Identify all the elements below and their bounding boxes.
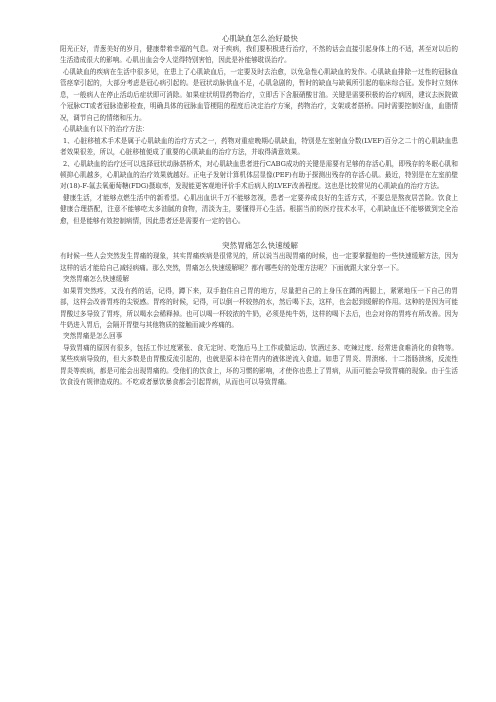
- section2-subheading: 突然胃痛怎么快速缓解: [63, 275, 129, 284]
- section1-paragraph: 心肌缺血的疾病在生活中很多见，在患上了心肌缺血后，一定要及时去治愈，以免急性心肌缺血的发作。心肌缺血排除一过性的冠脉血管痉挛引起的，大部分考虑是冠心病引起的。是冠状动脉供血不足，心肌急剧的，暂时的缺血与缺氧所引起的临床综合征。发作时立刻休息，一般病人在停止活动后症状即可消除。如果症状明显药物治疗，立即舌下含服硝酸甘油。关键是需要积极的治疗病因，建议去医院做个冠脉CT或者冠脉造影检查，明确具体的冠脉血管梗阻的程度后决定治疗方案，药物治疗，支架或者搭桥。同时需要控制好血，血脂情况，调节自己的情绪和压力。: [60, 67, 458, 122]
- section1-paragraph: 阳光正好，青葱美好的岁月，健康带着幸福的气息。对于疾病，我们要积极进行治疗，不然的话会直接引起身体上的不适，甚至对以后的生活造成很大的影响。心肌出血会令人觉得特别害怕，因此是补能够耽误治疗。: [60, 45, 458, 65]
- section2-paragraph: 如果胃突然疼，又没有药的话，记得，蹲下来，双手抱住自己胃的地方，尽量把自己的上身压在蹲的两腿上，紧紧地压一下自己的胃部，这样会改善胃疼的尖锐感。胃疼的时候，记得，可以倒一杯较热的水，然后喝下去，这样，也会起到缓解的作用。这种的是因为可能胃酸过多导致了胃疼，所以喝水会稀释掉。也可以喝一杯较浓的牛奶，必须是纯牛奶，这样的喝下去后，也会对你的胃疼有所改善。因为牛奶进入胃后，会隔开胃壁与其他物质的接触而减少疼痛的。: [60, 286, 458, 329]
- section1-paragraph: 心肌缺血有以下的治疗方法：: [63, 125, 149, 134]
- section2-subheading: 突然胃痛是怎么回事: [63, 332, 123, 341]
- section2-paragraph: 有时候一些人会突然发生胃痛的现象，其实胃痛疾病是很常见的，所以说当出现胃痛的时候，也一定要掌握他的一些快速缓解方法，因为这样的话才能给自己减轻病痛。那么突然，胃痛怎么快速缓解呢？都有哪些好的处理方法呢？下面就跟大家分享一下。: [60, 252, 458, 272]
- section1-paragraph: 健康生活，才能够点燃生活中的新希望。心肌出血识千万不能够忽视，患者一定要养成良好的生活方式，不要总是熬夜居苦险。饮食上健康合理搭配，注意不能够吃太多油腻的食物，清淡为主，要懂得开心生活。根据当前的医疗技术水平，心肌缺血还不能够做到完全治愈，但是能够有效控制病情，因此患者还是需要有一定的信心。: [60, 193, 458, 225]
- section2-title: 突然胃痛怎么快速缓解: [222, 241, 298, 251]
- section1-title: 心肌缺血怎么治好最快: [222, 34, 298, 43]
- section2-paragraph: 导致胃痛的原因有很多，包括工作过度紧张、食无定时、吃饱后马上工作或做运动、饮酒过多、吃辣过度、经常进食难消化的食物等。某些疾病导致的，但大多数是由胃酸反流引起的，也就是原本待在胃内的液体逆流入食道。如患了胃炎、胃溃疡、十二指肠溃疡，反流性胃炎等疾病，都是可能会出现胃痛的。受他们的饮食上，坏的习惯的影响，才使你也患上了胃病，从而可能会导致胃痛的现象。由于生活饮食没有规律造成的。不吃或者暴饮暴食都会引起胃病，从而也可以导致胃痛。: [60, 343, 458, 387]
- section-spacer: [60, 227, 458, 240]
- section1-list-item: 2、心肌缺血的治疗还可以选择冠状动脉搭桥术，对心肌缺血患者进行CABG成功的关键是需要有足够的存活心肌，即残存的冬眠心肌和顿抑心肌越多，心肌缺血的治疗效果就越好。正电子发射计算机体层显像(PEF)有助于探测出残存的存活心肌。最近，特别是在左室前壁对(18)-F-氟去氧葡萄糖(FDG)摄取率，发现能更客观地评价手术后病人的LVEF改善程度。这也是比较常见的心肌缺血的治疗方法。: [60, 159, 458, 191]
- section1-list-item: 1、心脏移植术手术是属于心肌缺血的治疗方式之一，药物对重症晚期心肌缺血，特别是左室射血分数(LVEF)百分之二十的心肌缺血患者效果很差，所以，心脏移植便成了重要的心肌缺血的治疗方法，并取得满意效果。: [60, 136, 458, 157]
